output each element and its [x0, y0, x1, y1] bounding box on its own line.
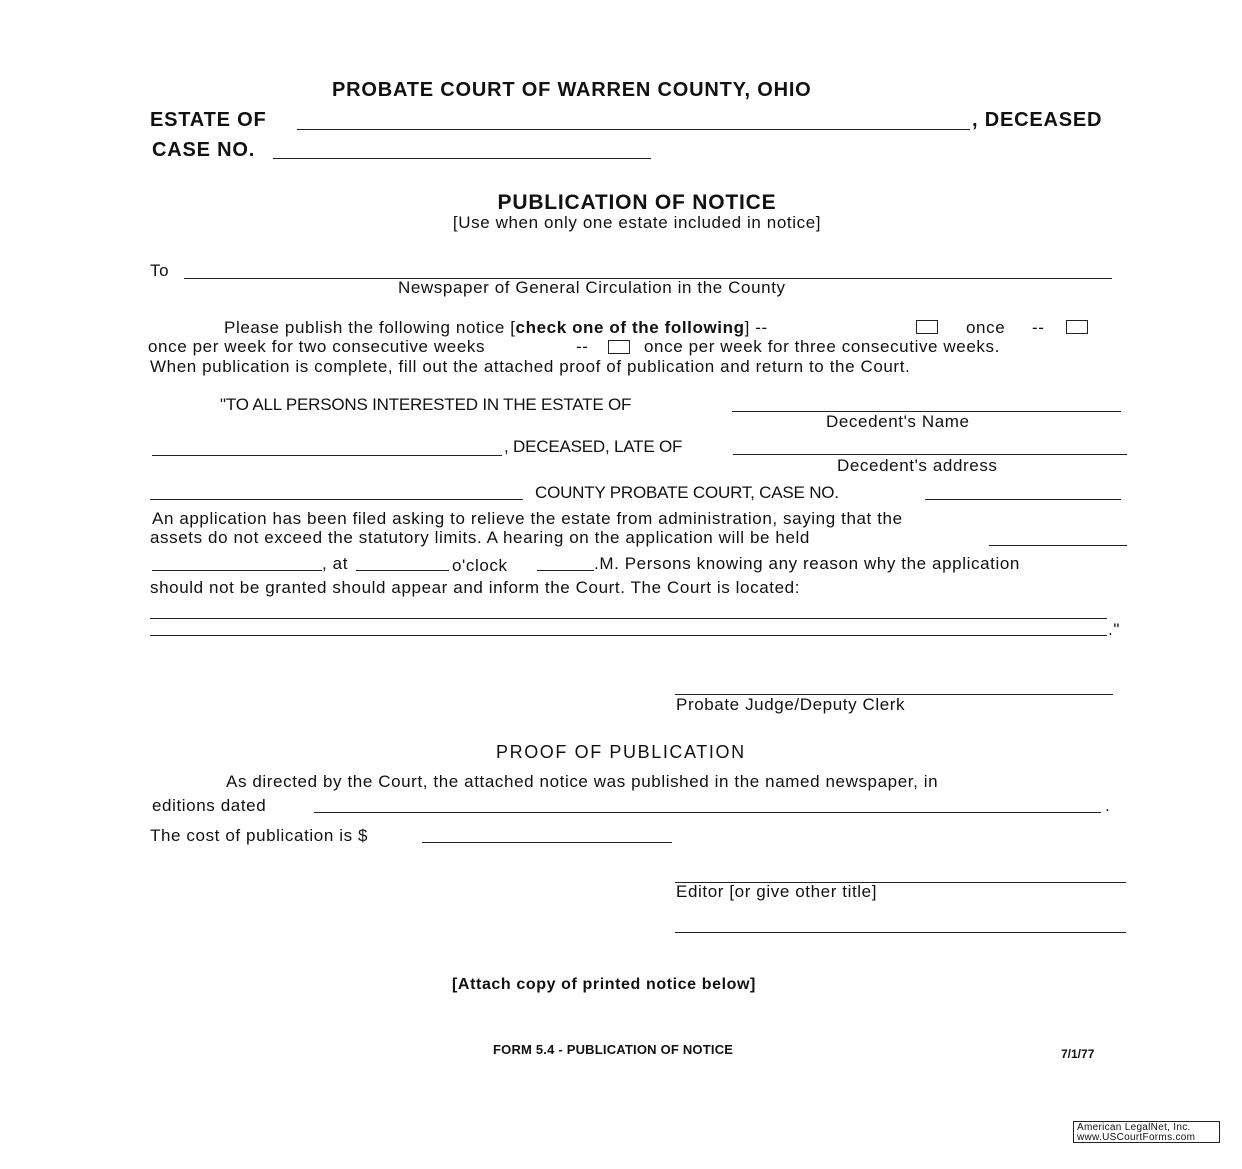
hearing-date-input-2[interactable]	[152, 549, 326, 571]
to-label: To	[150, 261, 170, 280]
decedent-name-input[interactable]	[732, 391, 1125, 413]
form-date: 7/1/77	[1061, 1047, 1095, 1061]
application-line-2: assets do not exceed the statutory limits. A hearing on the application will be held	[150, 528, 810, 547]
publisher-name: American LegalNet, Inc.	[1077, 1122, 1191, 1133]
decedent-name-caption: Decedent's Name	[826, 412, 970, 431]
county-probate-case-text: COUNTY PROBATE COURT, CASE NO.	[535, 483, 839, 502]
am-pm-input[interactable]	[537, 549, 598, 571]
editions-period: .	[1105, 796, 1111, 815]
cost-label: The cost of publication is $	[150, 826, 369, 845]
option-three-weeks-label: once per week for three consecutive weeks.	[644, 337, 1000, 356]
dash-separator-2: --	[576, 337, 589, 356]
instructions-line-3: When publication is complete, fill out the attached proof of publication and return to the Court.	[150, 357, 911, 376]
dash-separator: --	[1032, 318, 1045, 337]
checkbox-once[interactable]	[916, 320, 938, 334]
county-input[interactable]	[150, 478, 527, 500]
oclock-label: o'clock	[452, 556, 508, 575]
publisher-badge	[1073, 1121, 1220, 1143]
estate-of-label: ESTATE OF	[150, 109, 267, 131]
publisher-url: www.USCourtForms.com	[1077, 1132, 1196, 1143]
court-location-input-2[interactable]	[150, 619, 1111, 637]
form-subtitle: [Use when only one estate included in notice]	[452, 213, 822, 232]
instructions-line-1	[224, 318, 768, 338]
editor-caption: Editor [or give other title]	[676, 882, 878, 901]
attach-note: [Attach copy of printed notice below]	[452, 976, 756, 993]
at-label: , at	[322, 554, 349, 573]
case-no-label: CASE NO.	[152, 139, 256, 161]
newspaper-caption: Newspaper of General Circulation in the County	[398, 278, 786, 297]
decedent-address-caption: Decedent's address	[837, 456, 998, 475]
decedent-address-input[interactable]	[733, 433, 1131, 455]
form-name: FORM 5.4 - PUBLICATION OF NOTICE	[493, 1042, 734, 1057]
editions-dated-label: editions dated	[152, 796, 267, 815]
judge-signature-caption: Probate Judge/Deputy Clerk	[676, 695, 906, 714]
proof-title: PROOF OF PUBLICATION	[496, 742, 746, 762]
court-title: PROBATE COURT OF WARREN COUNTY, OHIO	[332, 79, 812, 101]
case-no-input[interactable]	[273, 137, 655, 159]
court-location-input-1[interactable]	[150, 597, 1111, 619]
instructions-bold: check one of the following	[515, 318, 745, 337]
checkbox-three-weeks[interactable]	[608, 340, 630, 354]
newspaper-input[interactable]	[184, 257, 1116, 279]
application-line-4: should not be granted should appear and inform the Court. The Court is located:	[150, 578, 801, 597]
instructions-post: ] --	[744, 318, 768, 337]
editions-dated-input[interactable]	[314, 791, 1105, 813]
proof-line-1: As directed by the Court, the attached notice was published in the named newspaper, in	[226, 772, 939, 791]
checkbox-two-weeks[interactable]	[1066, 320, 1088, 334]
application-line-1: An application has been filed asking to relieve the estate from administration, saying that the	[152, 509, 903, 528]
estate-of-input[interactable]	[297, 108, 974, 130]
cost-input[interactable]	[422, 821, 676, 843]
notice-case-no-input[interactable]	[925, 478, 1125, 500]
decedent-name-input-2[interactable]	[152, 434, 506, 456]
m-persons-text: .M. Persons knowing any reason why the application	[594, 554, 1020, 573]
hearing-time-input[interactable]	[356, 549, 453, 571]
editor-title-input[interactable]	[675, 911, 1130, 933]
option-two-weeks-label: once per week for two consecutive weeks	[148, 337, 486, 356]
hearing-date-input[interactable]	[989, 524, 1131, 546]
deceased-late-of-text: , DECEASED, LATE OF	[504, 437, 683, 456]
to-all-persons-text: "TO ALL PERSONS INTERESTED IN THE ESTATE OF	[220, 395, 632, 414]
closing-quote: ."	[1108, 620, 1120, 639]
form-title: PUBLICATION OF NOTICE	[497, 191, 777, 214]
instructions-pre: Please publish the following notice [	[224, 318, 516, 337]
option-once-label: once	[966, 318, 1006, 337]
deceased-label: , DECEASED	[972, 109, 1103, 131]
